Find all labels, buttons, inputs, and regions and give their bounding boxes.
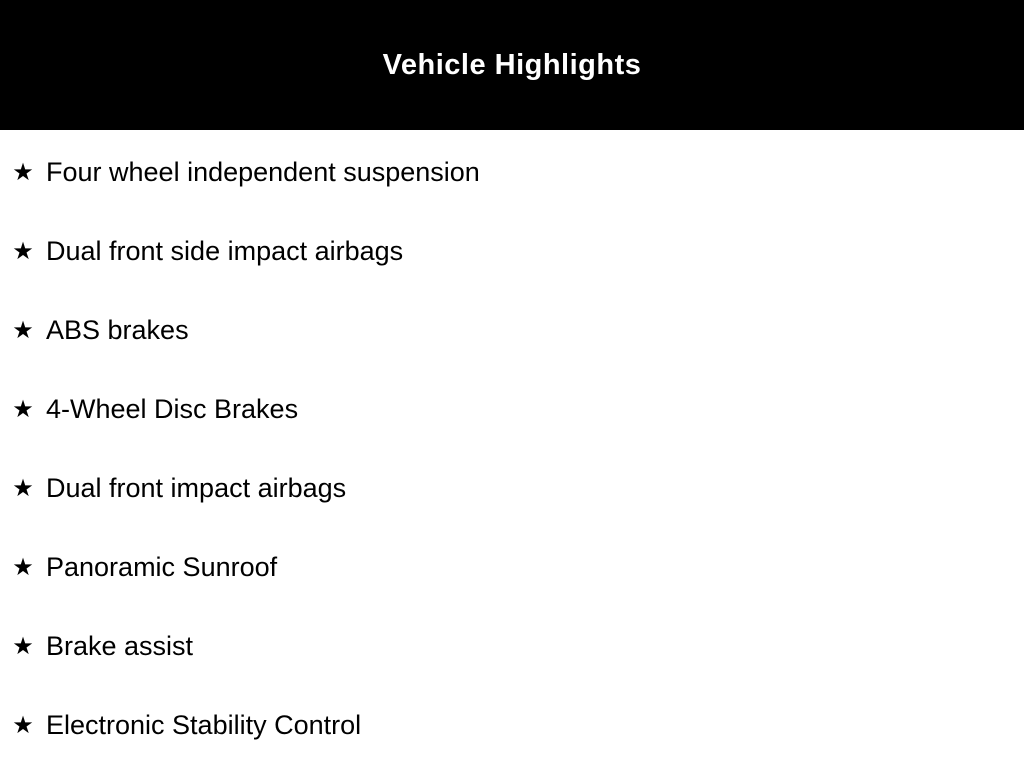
list-item-label: Dual front impact airbags xyxy=(46,473,347,503)
list-item xyxy=(0,133,1024,212)
star-icon: ★ xyxy=(12,237,34,265)
star-icon: ★ xyxy=(12,711,34,739)
star-icon: ★ xyxy=(12,158,34,186)
list-item-label: 4-Wheel Disc Brakes xyxy=(46,394,299,424)
star-icon: ★ xyxy=(12,632,34,660)
list-item xyxy=(0,449,1024,528)
list-item-label: Brake assist xyxy=(46,631,194,661)
list-item-label: Dual front side impact airbags xyxy=(46,236,404,266)
list-item xyxy=(0,686,1024,765)
list-item-label: Four wheel independent suspension xyxy=(46,157,480,187)
list-item xyxy=(0,212,1024,291)
list-item-label: ABS brakes xyxy=(46,315,189,345)
star-icon: ★ xyxy=(12,395,34,423)
star-icon: ★ xyxy=(12,316,34,344)
list-item-label: Electronic Stability Control xyxy=(46,710,362,740)
list-item xyxy=(0,291,1024,370)
list-item xyxy=(0,528,1024,607)
page-title: Vehicle Highlights xyxy=(382,48,642,81)
list-item-label: Panoramic Sunroof xyxy=(46,552,278,582)
list-item xyxy=(0,607,1024,686)
header-bar xyxy=(0,0,1024,130)
star-icon: ★ xyxy=(12,553,34,581)
list-item xyxy=(0,370,1024,449)
highlights-list xyxy=(0,130,1024,765)
star-icon: ★ xyxy=(12,474,34,502)
